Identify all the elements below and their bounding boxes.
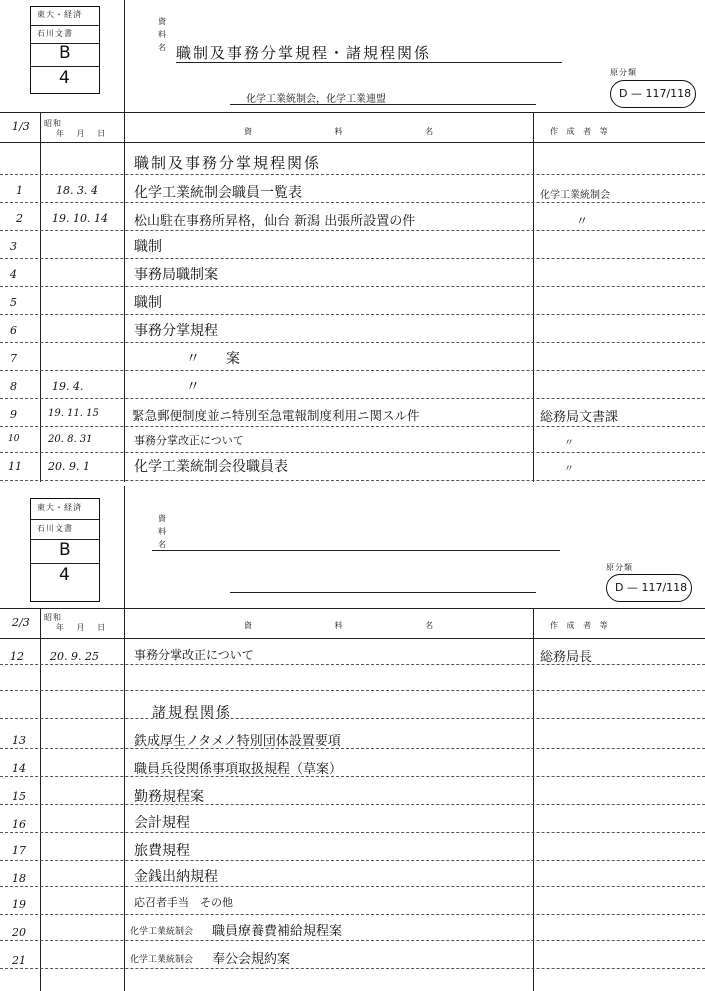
classification-label: 原分類	[606, 563, 633, 572]
row-name: 事務局職制案	[134, 267, 218, 283]
row-name: 事務分掌改正について	[134, 434, 244, 447]
row-name: 事務分掌改正について	[134, 648, 254, 662]
archive-label-box	[30, 498, 100, 602]
row-num: 17	[12, 844, 26, 857]
material-name-label: 資 料 名	[158, 17, 167, 52]
classification-code: D — 117/118	[606, 574, 692, 602]
row-author: 化学工業統制会	[540, 190, 610, 201]
page-subtitle: 化学工業統制会，化学工業連盟	[246, 94, 386, 105]
row-num: 7	[10, 352, 17, 365]
row-name: 諸規程関係	[152, 705, 232, 721]
header-author: 作 成 者 等	[550, 621, 611, 630]
row-date: 18. 3. 4	[56, 184, 98, 197]
row-date: 19. 4.	[52, 380, 84, 393]
row-name: 会計規程	[134, 815, 190, 831]
archive-label-line1: 東大・経済	[37, 503, 82, 512]
archive-label-line4: 4	[59, 565, 70, 585]
row-name: 緊急郵便制度並ニ特別至急電報制度利用ニ関スル件	[132, 408, 420, 423]
row-name: 化学工業統制会職員一覧表	[134, 185, 302, 201]
row-num: 21	[12, 954, 26, 967]
archive-label-line2: 石川文書	[37, 524, 73, 533]
row-num: 18	[12, 872, 26, 885]
row-name: 職制及事務分掌規程関係	[134, 154, 322, 172]
row-date: 19. 11. 15	[48, 408, 99, 419]
row-name: 職員兵役関係事項取扱規程（草案）	[134, 762, 343, 777]
row-author: 総務局長	[540, 650, 593, 665]
row-name: 松山駐在事務所昇格，仙台 新潟 出張所設置の件	[134, 214, 416, 229]
row-num: 1	[16, 184, 23, 197]
row-name: 〃 案	[186, 351, 246, 367]
row-printed-org: 化学工業統制会	[130, 927, 194, 937]
material-name-label: 資 料 名	[158, 514, 167, 549]
row-num: 12	[10, 650, 24, 663]
row-name: 鉄成厚生ノタメノ特別団体設置要項	[134, 734, 341, 749]
row-author: 〃	[564, 464, 574, 475]
row-num: 5	[10, 296, 17, 309]
archive-label-line2: 石川文書	[37, 29, 73, 38]
header-name: 資 料 名	[244, 127, 474, 136]
row-name: 職員療養費補給規程案	[212, 924, 343, 939]
header-date: 年 月 日	[56, 623, 111, 632]
page-title: 職制及事務分掌規程・諸規程関係	[176, 44, 432, 62]
row-name: 奉公会規約案	[212, 952, 291, 967]
row-num: 16	[12, 818, 26, 831]
archive-label-box	[30, 6, 100, 94]
row-date: 20. 8. 31	[48, 434, 93, 445]
archive-label-line3: B	[59, 43, 71, 63]
row-name: 旅費規程	[134, 843, 190, 859]
row-num: 2	[16, 212, 23, 225]
row-printed-org: 化学工業統制会	[130, 955, 194, 965]
classification-label: 原分類	[610, 68, 637, 77]
row-num: 13	[12, 734, 26, 747]
archive-label-line1: 東大・経済	[37, 10, 82, 19]
row-num: 19	[12, 898, 26, 911]
row-num: 3	[10, 240, 17, 253]
header-era: 昭和	[44, 119, 62, 128]
header-page: 1/3	[12, 120, 30, 133]
header-page: 2/3	[12, 616, 30, 629]
classification-code: D — 117/118	[610, 80, 696, 108]
row-author: 〃	[564, 438, 574, 449]
row-name: 金銭出納規程	[134, 869, 218, 885]
row-name: 職制	[134, 295, 162, 311]
row-num: 8	[10, 380, 17, 393]
archive-label-line3: B	[59, 540, 71, 560]
row-author: 〃	[576, 214, 589, 228]
row-author: 総務局文書課	[540, 410, 619, 425]
row-name: 化学工業統制会役職員表	[134, 459, 288, 475]
header-date: 年 月 日	[56, 129, 111, 138]
row-name: 応召者手当 その他	[134, 896, 233, 909]
row-num: 4	[10, 268, 17, 281]
row-date: 19. 10. 14	[52, 212, 108, 225]
row-name: 事務分掌規程	[134, 323, 218, 339]
row-num: 10	[8, 434, 20, 444]
row-name: 〃	[186, 379, 200, 395]
archive-label-line4: 4	[59, 68, 70, 88]
row-num: 14	[12, 762, 26, 775]
row-num: 6	[10, 324, 17, 337]
row-date: 20. 9. 1	[48, 460, 90, 473]
header-author: 作 成 者 等	[550, 127, 611, 136]
header-era: 昭和	[44, 613, 62, 622]
row-num: 11	[8, 460, 22, 473]
header-name: 資 料 名	[244, 621, 474, 630]
row-num: 15	[12, 790, 26, 803]
row-name: 職制	[134, 239, 162, 255]
row-date: 20. 9. 25	[50, 650, 99, 663]
row-num: 20	[12, 926, 26, 939]
row-num: 9	[10, 408, 17, 421]
row-name: 勤務規程案	[134, 789, 204, 805]
